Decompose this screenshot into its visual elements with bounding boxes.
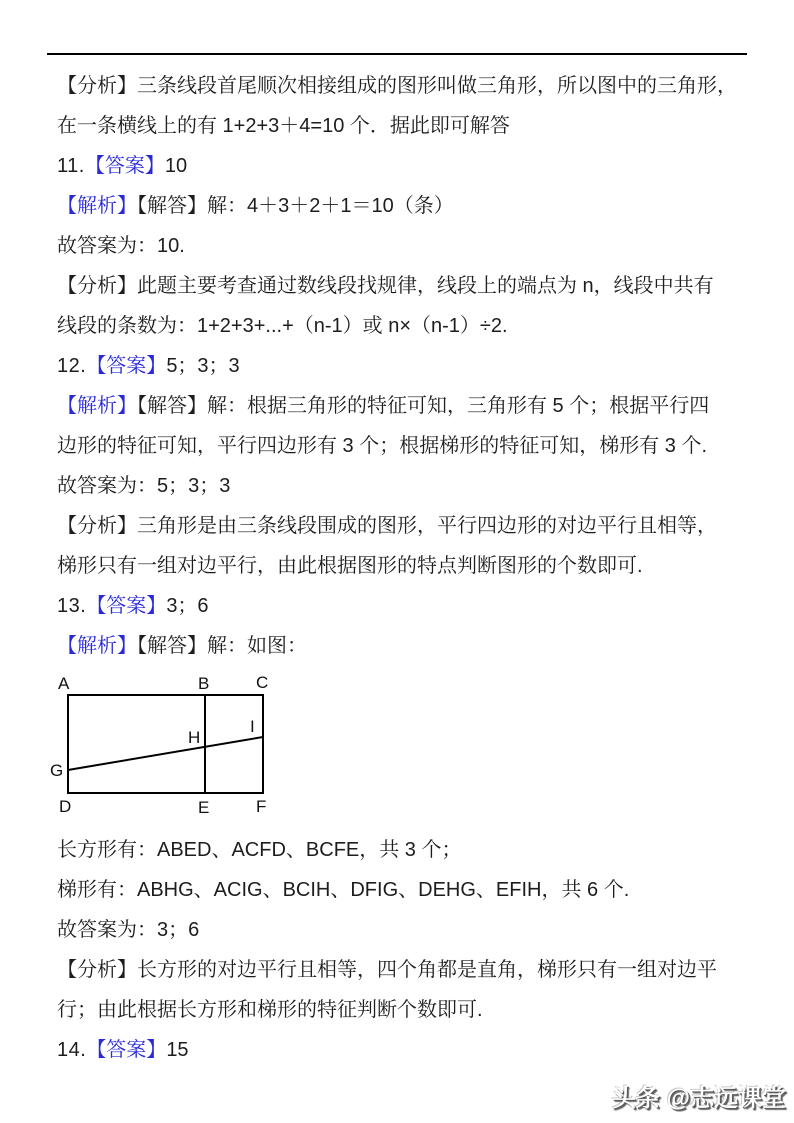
explanation-text: 【解答】解：根据三角形的特征可知，三角形有 5 个；根据平行四	[137, 395, 710, 417]
jiexi-label: 【解析】	[57, 395, 137, 417]
explanation-text: 边形的特征可知，平行四边形有 3 个；根据梯形的特征可知，梯形有 3 个.	[57, 435, 708, 457]
jiexi-label: 【解析】	[57, 635, 137, 657]
analysis-text: 线段的条数为：1+2+3+...+（n-1）或 n×（n-1）÷2.	[57, 315, 508, 337]
vertex-label-D: D	[59, 797, 72, 816]
geometry-figure	[50, 673, 762, 825]
answer-value: 10	[164, 155, 188, 177]
analysis-text: 梯形只有一组对边平行，由此根据图形的特点判断图形的个数即可.	[57, 555, 643, 577]
analysis-text: 【分析】此题主要考查通过数线段找规律，线段上的端点为 n，线段中共有	[57, 275, 714, 297]
q13-analysis-paragraph	[57, 950, 762, 1030]
vertex-label-E: E	[198, 798, 210, 817]
answer-label: 【答案】	[86, 355, 167, 377]
conclusion-text: 故答案为：3；6	[57, 919, 200, 941]
q13-explanation-line	[57, 626, 762, 666]
q11-answer-line	[57, 146, 762, 186]
answer-label: 【答案】	[86, 595, 167, 617]
question-number: 12.	[57, 355, 87, 377]
q12-conclusion-line	[57, 466, 762, 506]
answer-label: 【答案】	[84, 155, 165, 177]
analysis-text: 【分析】三条线段首尾顺次相接组成的图形叫做三角形，所以图中的三角形，	[57, 75, 737, 97]
analysis-text: 行；由此根据长方形和梯形的特征判断个数即可.	[57, 999, 483, 1021]
question-number: 11.	[57, 155, 85, 177]
explanation-text: 【解答】解：如图：	[137, 635, 307, 657]
analysis-text: 在一条横线上的有 1+2+3＋4=10 个．据此即可解答	[57, 115, 510, 137]
diagonal-line-GI	[68, 737, 263, 770]
q13-answer-line	[57, 586, 762, 626]
vertex-label-I: I	[250, 717, 255, 736]
conclusion-text: 故答案为：5；3；3	[57, 475, 231, 497]
answer-value: 3；6	[166, 595, 209, 617]
q14-answer-line	[57, 1030, 762, 1070]
analysis-text: 【分析】三角形是由三条线段围成的图形，平行四边形的对边平行且相等，	[57, 515, 717, 537]
explanation-text: 【解答】解：4＋3＋2＋1＝10（条）	[137, 195, 454, 217]
vertex-label-C: C	[256, 673, 269, 692]
q11-explanation-line	[57, 186, 762, 226]
q12-explanation-paragraph	[57, 386, 762, 466]
document-content	[50, 66, 762, 1070]
vertex-label-G: G	[50, 761, 64, 780]
answer-value: 15	[166, 1039, 189, 1061]
rectangle-outline	[68, 695, 263, 793]
q11-analysis-paragraph	[57, 266, 762, 346]
question-number: 14.	[57, 1039, 87, 1061]
vertex-label-B: B	[198, 674, 210, 693]
vertex-label-H: H	[188, 728, 201, 747]
q13-rectangles-line	[57, 830, 762, 870]
analysis-text: 【分析】长方形的对边平行且相等，四个角都是直角，梯形只有一组对边平	[57, 959, 717, 981]
trapezoids-list-text: 梯形有：ABHG、ACIG、BCIH、DFIG、DEHG、EFIH，共 6 个.	[57, 879, 630, 901]
rectangle-diagram	[50, 673, 282, 825]
q12-analysis-paragraph	[57, 506, 762, 586]
q11-conclusion-line	[57, 226, 762, 266]
q12-answer-line	[57, 346, 762, 386]
vertex-label-F: F	[256, 797, 267, 816]
rectangles-list-text: 长方形有：ABED、ACFD、BCFE，共 3 个；	[57, 839, 462, 861]
question-number: 13.	[57, 595, 87, 617]
q10-analysis-paragraph	[57, 66, 762, 146]
q13-conclusion-line	[57, 910, 762, 950]
answer-value: 5；3；3	[166, 355, 240, 377]
watermark: 头条 @志远课堂	[611, 1085, 786, 1112]
q13-trapezoids-line	[57, 870, 762, 910]
jiexi-label: 【解析】	[57, 195, 137, 217]
answer-label: 【答案】	[86, 1039, 167, 1061]
vertex-label-A: A	[58, 674, 70, 693]
top-rule	[47, 53, 747, 55]
conclusion-text: 故答案为：10.	[57, 235, 185, 257]
